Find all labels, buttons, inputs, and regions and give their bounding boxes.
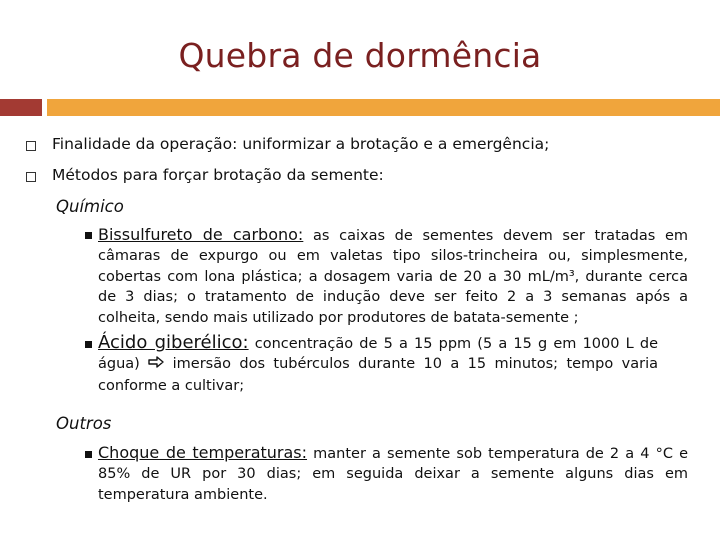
filled-square-bullet-icon [85,232,92,239]
item-choque-temperaturas [98,443,688,505]
item-text-acido-1: concentração de 5 a 15 ppm (5 a 15 g em 1000 L de água) [98,336,658,373]
filled-square-bullet-icon [85,341,92,348]
item-text-acido-2: imersão dos tubérculos durante 10 a 15 minutos; tempo varia conforme a cultivar; [98,356,658,394]
accent-bar-right [47,99,720,116]
accent-bar-left [0,99,42,116]
hollow-square-bullet-icon [26,172,36,182]
hollow-square-bullet-icon [26,141,36,151]
bullet-finalidade: Finalidade da operação: uniformizar a brotação e a emergência; [52,135,550,153]
item-text-bissulfureto: as caixas de sementes devem ser tratadas em câmaras de expurgo ou em valetas tipo silos-trincheira ou, simplesmente, cobertas com lona plástica; a dosagem varia de 20 a 30 mL/m³, durante cerca de 3 dias; o tratamento de indução deve ser feito 2 a 3 semanas após a colheita, sendo mais utilizado por produtores de batata-semente ; [98,228,689,326]
item-bissulfureto [98,225,688,328]
bullet-metodos: Métodos para forçar brotação da semente: [52,166,384,184]
slide-title: Quebra de dormência [178,36,542,75]
item-text-choque: manter a semente sob temperatura de 2 a 4 °C e 85% de UR por 30 dias; em seguida deixar a semente alguns dias em temperatura ambiente. [98,446,689,503]
item-lead-acido: Ácido giberélico: [98,332,249,353]
item-lead-bissulfureto: Bissulfureto de carbono: [98,225,304,244]
item-lead-choque: Choque de temperaturas: [98,443,308,462]
filled-square-bullet-icon [85,451,92,458]
right-arrow-icon [148,355,164,375]
section-heading-quimico: Químico [56,197,124,216]
section-heading-outros: Outros [56,414,112,433]
item-acido-giberelico [98,333,658,396]
